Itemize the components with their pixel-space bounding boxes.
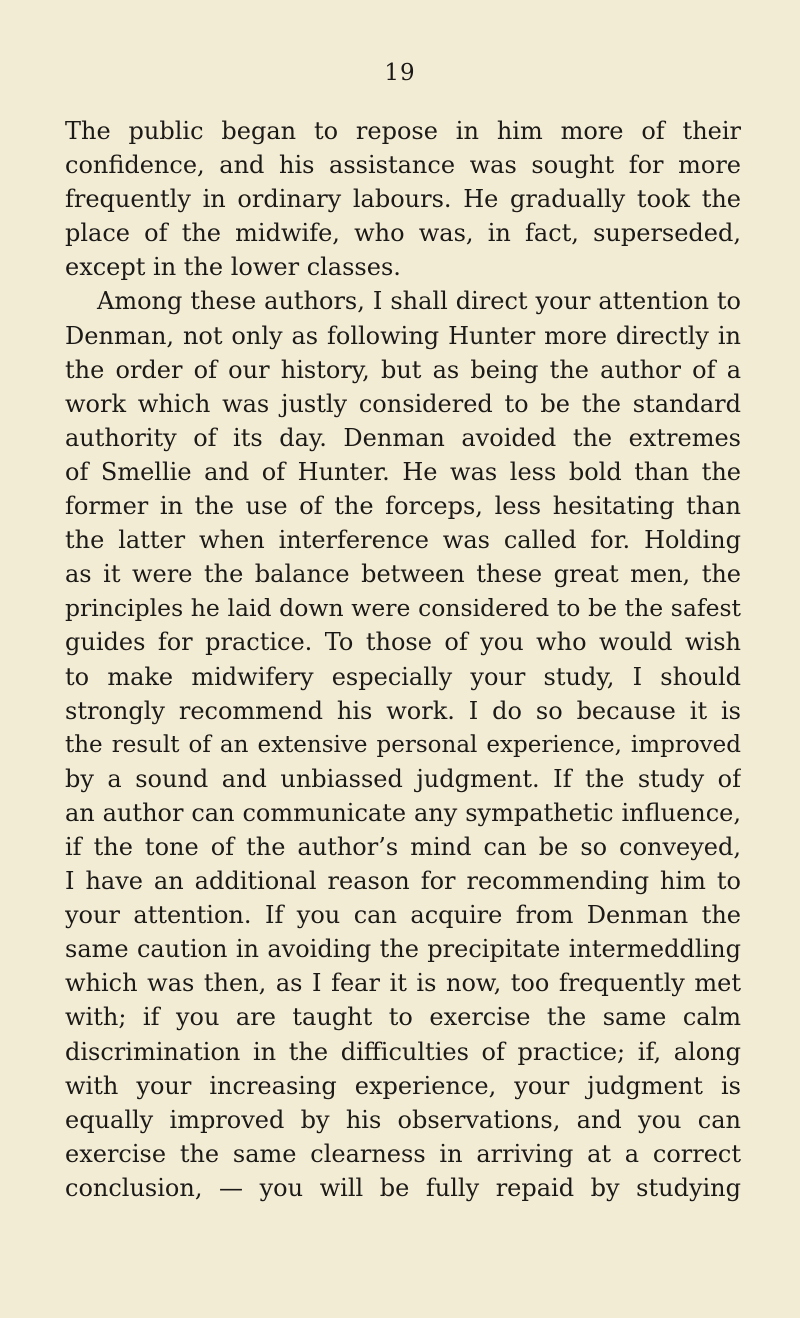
text-line: discrimination in the difficulties of practice; if, along (65, 1037, 741, 1066)
text-line: of Smellie and of Hunter. He was less bold than the (65, 457, 741, 486)
text-line: except in the lower classes. (65, 253, 401, 282)
text-line: the result of an extensive personal experience, improved (65, 731, 741, 758)
text-line: former in the use of the forceps, less hesitating than (65, 492, 741, 521)
text-line: as it were the balance between these great men, the (65, 560, 741, 589)
text-line: guides for practice. To those of you who would wish (65, 628, 741, 657)
text-line: with; if you are taught to exercise the same calm (65, 1003, 741, 1032)
text-line: with your increasing experience, your judgment is (65, 1071, 741, 1100)
text-line: if the tone of the author’s mind can be so conveyed, (65, 832, 741, 861)
text-line: Among these authors, I shall direct your attention to (97, 287, 741, 316)
text-line: which was then, as I fear it is now, too frequently met (65, 969, 741, 998)
text-line: by a sound and unbiassed judgment. If the study of (65, 764, 741, 793)
text-line: an author can communicate any sympathetic influence, (65, 798, 741, 827)
text-line: to make midwifery especially your study, I should (65, 662, 741, 691)
page-number: 19 (384, 60, 416, 86)
text-line: principles he laid down were considered to be the safest (65, 594, 741, 623)
text-line: exercise the same clearness in arriving at a correct (65, 1139, 741, 1168)
text-line: strongly recommend his work. I do so because it is (65, 696, 741, 725)
text-line: the latter when interference was called for. Holding (65, 526, 741, 555)
text-line: equally improved by his observations, and you can (65, 1105, 741, 1134)
text-line: work which was justly considered to be the standard (65, 389, 741, 418)
text-line: same caution in avoiding the precipitate intermeddling (65, 935, 741, 964)
text-line: confidence, and his assistance was sought for more (65, 151, 741, 180)
body-text (65, 114, 741, 1205)
text-line: The public began to repose in him more of their (65, 117, 741, 145)
text-line: authority of its day. Denman avoided the extremes (65, 423, 741, 452)
text-line: your attention. If you can acquire from Denman the (65, 901, 741, 930)
text-line: conclusion, — you will be fully repaid by studying (65, 1173, 741, 1202)
text-line: Denman, not only as following Hunter more directly in (65, 321, 741, 350)
text-line: frequently in ordinary labours. He gradually took the (65, 185, 741, 214)
text-line: the order of our history, but as being the author of a (65, 355, 741, 384)
text-line: place of the midwife, who was, in fact, superseded, (65, 219, 741, 248)
text-line: I have an additional reason for recommending him to (65, 867, 741, 896)
